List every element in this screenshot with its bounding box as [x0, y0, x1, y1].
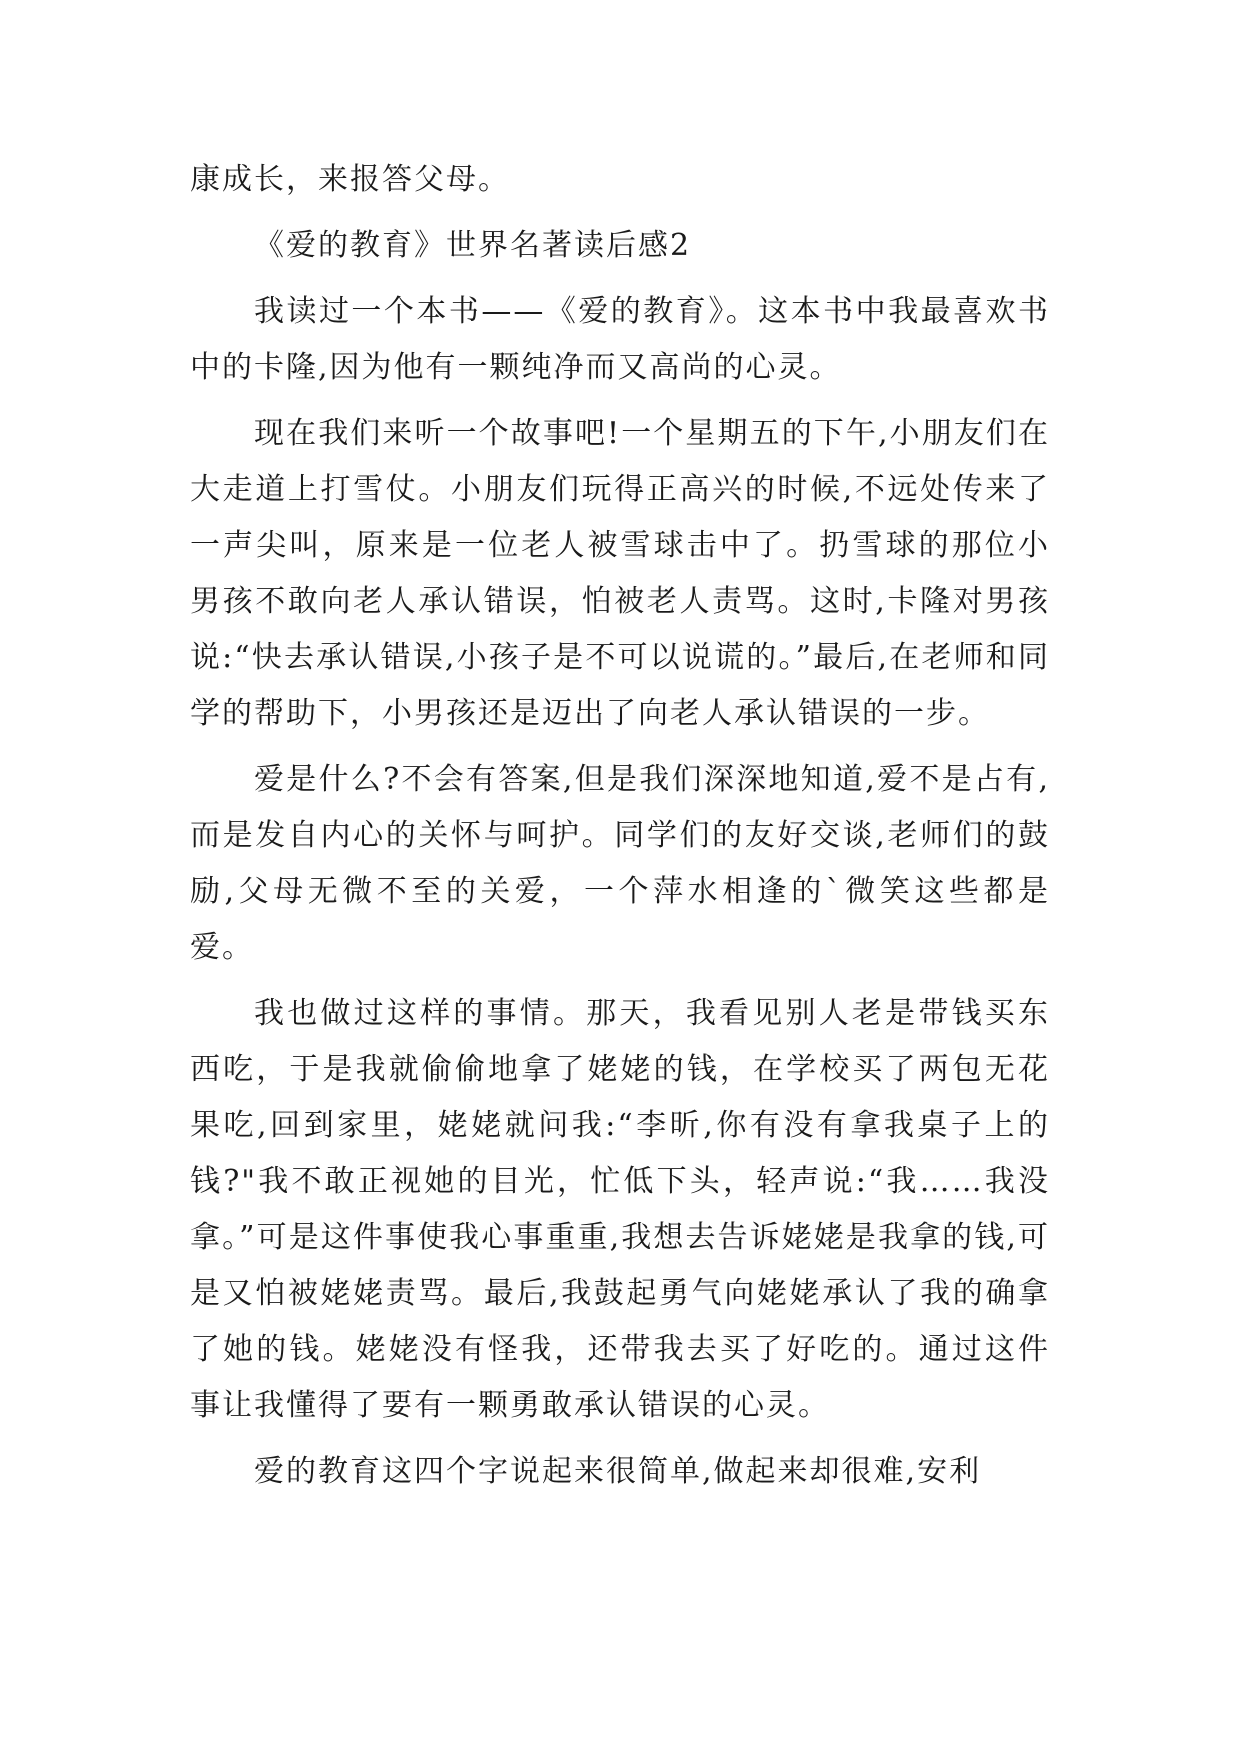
section-heading: 《爱的教育》世界名著读后感2 — [254, 228, 692, 263]
paragraph-continuation: 康成长，来报答父母。 — [190, 162, 510, 197]
document-body — [190, 152, 1050, 1510]
paragraph: 我读过一个本书——《爱的教育》。这本书中我最喜欢书中的卡隆,因为他有一颗纯净而又高尚的心灵。 — [190, 294, 1050, 385]
paragraph: 我也做过这样的事情。那天，我看见别人老是带钱买东西吃，于是我就偷偷地拿了姥姥的钱，在学校买了两包无花果吃,回到家里，姥姥就问我:“李昕,你有没有拿我桌子上的钱?"我不敢正视她的目光，忙低下头，轻声说:“我……我没拿。”可是这件事使我心事重重,我想去告诉姥姥是我拿的钱,可是又怕被姥姥责骂。最后,我鼓起勇气向姥姥承认了我的确拿了她的钱。姥姥没有怪我，还带我去买了好吃的。通过这件事让我懂得了要有一颗勇敢承认错误的心灵。 — [190, 996, 1050, 1423]
paragraph: 爱是什么?不会有答案,但是我们深深地知道,爱不是占有,而是发自内心的关怀与呵护。同学们的友好交谈,老师们的鼓励,父母无微不至的关爱，一个萍水相逢的`微笑这些都是爱。 — [190, 762, 1050, 965]
paragraph: 现在我们来听一个故事吧!一个星期五的下午,小朋友们在大走道上打雪仗。小朋友们玩得正高兴的时候,不远处传来了一声尖叫，原来是一位老人被雪球击中了。扔雪球的那位小男孩不敢向老人承认错误，怕被老人责骂。这时,卡隆对男孩说:“快去承认错误,小孩子是不可以说谎的。”最后,在老师和同学的帮助下，小男孩还是迈出了向老人承认错误的一步。 — [190, 416, 1050, 731]
paragraph: 爱的教育这四个字说起来很简单,做起来却很难,安利 — [254, 1454, 982, 1489]
